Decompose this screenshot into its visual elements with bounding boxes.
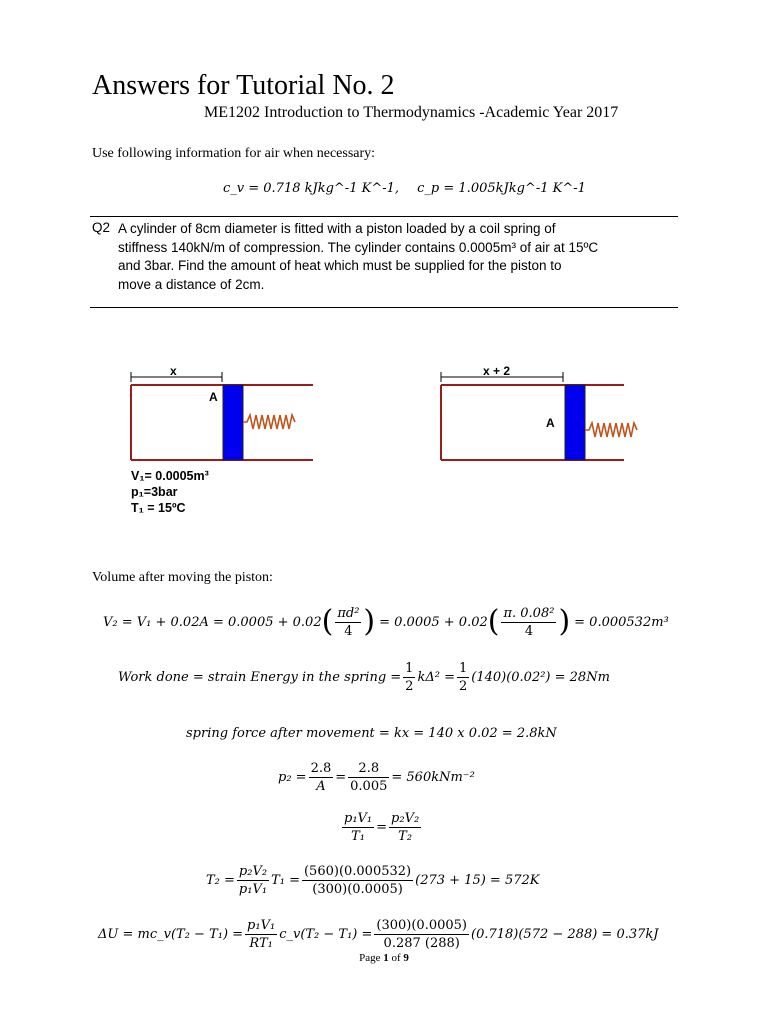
left-spring xyxy=(243,415,295,429)
du-mid: c_v(T₂ − T₁) = xyxy=(279,926,373,942)
course-subtitle: ME1202 Introduction to Thermodynamics -Academic Year 2017 xyxy=(204,104,619,121)
page-total: 9 xyxy=(403,952,409,964)
p2-rhs: = 560kNm⁻² xyxy=(391,769,475,785)
state-v1: V₁= 0.0005m³ xyxy=(131,469,209,483)
equation-p2: p₂ = $\frac{2.8}{A}$ = $\frac{2.8}{0.005}$ = 560kNm⁻² xyxy=(278,760,475,794)
left-dim-label: x xyxy=(170,364,177,378)
t2-rhs: (273 + 15) = 572K xyxy=(415,872,540,888)
piston-diagram xyxy=(0,350,768,550)
equation-gas-law: $\frac{\text{p₁V₁}}{\text{T₁}}$ = $\frac{\text{p₂V₂}}{\text{T₂}}$ xyxy=(344,810,420,844)
du-f1-num: p₁V₁ xyxy=(247,917,276,933)
work-mid: kΔ² = xyxy=(417,669,455,685)
question-body xyxy=(118,220,678,294)
right-dim-label: x + 2 xyxy=(483,364,511,378)
question-line-2: stiffness 140kN/m of compression. The cylinder contains 0.0005m³ of air at 15ºC xyxy=(118,239,599,255)
question-label: Q2 xyxy=(92,220,111,235)
du-f1-den: RT₁ xyxy=(249,935,273,951)
v2-rhs: = 0.000532m³ xyxy=(574,614,669,630)
equation-force: spring force after movement = kx = 140 x 0.02 = 2.8kN xyxy=(186,726,557,741)
v2-frac1-num: πd² xyxy=(337,605,360,621)
v2-lhs: V₂ = V₁ + 0.02A = 0.0005 + 0.02 xyxy=(103,614,322,630)
p2-f2-num: 2.8 xyxy=(348,761,389,778)
volume-heading: Volume after moving the piston: xyxy=(92,570,273,585)
right-piston-label: A xyxy=(546,416,555,430)
left-cylinder xyxy=(131,364,313,460)
left-piston-label: A xyxy=(209,390,218,404)
right-piston xyxy=(565,385,585,460)
question-top-rule xyxy=(90,216,678,217)
gas-r-num: p₂V₂ xyxy=(391,810,420,826)
du-f2-den: 0.287 (288) xyxy=(383,935,460,951)
p2-f2-den: 0.005 xyxy=(350,778,388,794)
equation-work xyxy=(118,656,610,698)
gas-r-den: T₂ xyxy=(398,828,413,844)
p2-f1-num: 2.8 xyxy=(310,760,332,776)
state-labels xyxy=(131,468,209,516)
v2-frac2-den: 4 xyxy=(524,623,534,639)
state-t1: T₁ = 15ºC xyxy=(131,501,186,515)
t2-f1-num: p₂V₂ xyxy=(238,863,268,879)
page-title: Answers for Tutorial No. 2 xyxy=(92,70,395,101)
page-footer xyxy=(0,952,768,964)
page-prefix: Page xyxy=(359,952,381,964)
question-bottom-rule xyxy=(90,307,678,308)
work-lhs: Work done = strain Energy in the spring = xyxy=(118,669,402,685)
p2-f1-den: A xyxy=(316,778,326,794)
page-current: 1 xyxy=(383,952,389,964)
v2-frac1-den: 4 xyxy=(344,623,353,639)
t2-f2-den: (300)(0.0005) xyxy=(312,881,403,897)
du-f2-num: (300)(0.0005) xyxy=(376,917,467,933)
cp-text: c_p = 1.005kJkg^-1 K^-1 xyxy=(417,181,586,196)
du-lhs: ΔU = mc_v(T₂ − T₁) = xyxy=(98,926,244,942)
equation-du xyxy=(98,912,658,956)
p2-lhs: p₂ = xyxy=(278,769,307,785)
v2-mid: = 0.0005 + 0.02 xyxy=(379,614,488,630)
work-half-num-1: 1 xyxy=(405,660,414,676)
work-half-den-2: 2 xyxy=(458,678,468,694)
equation-v2: V₂ = V₁ + 0.02A = 0.0005 + 0.02 ( $\frac{\text{πd²}}{4}$ ) = 0.0005 + 0.02 ( $\frac{\text{π. 0.08²}}{4}$ ) = 0.000532m³ xyxy=(103,604,669,639)
cv-expression xyxy=(223,181,586,196)
cv-text: c_v = 0.718 kJkg^-1 K^-1, xyxy=(223,181,400,196)
right-cylinder xyxy=(441,364,637,460)
work-half-den-1: 2 xyxy=(405,678,414,694)
state-p1: p₁=3bar xyxy=(131,485,178,499)
left-piston xyxy=(223,385,243,460)
v2-frac2-num: π. 0.08² xyxy=(503,605,555,621)
gas-l-den: T₁ xyxy=(351,828,366,844)
t2-t1: T₁ = xyxy=(271,872,300,888)
question-line-1: A cylinder of 8cm diameter is fitted with a piston loaded by a coil spring of xyxy=(118,221,556,236)
t2-lhs: T₂ = xyxy=(206,872,235,888)
work-rhs: (140)(0.02²) = 28Nm xyxy=(471,669,610,685)
page-of: of xyxy=(391,952,401,964)
gas-l-num: p₁V₁ xyxy=(344,810,373,826)
question-line-3: and 3bar. Find the amount of heat which must be supplied for the piston to xyxy=(118,258,562,273)
right-spring xyxy=(585,423,637,437)
work-half-num-2: 1 xyxy=(458,660,468,676)
t2-f1-den: p₁V₁ xyxy=(238,881,268,897)
du-rhs: (0.718)(572 − 288) = 0.37kJ xyxy=(471,926,659,942)
intro-text: Use following information for air when necessary: xyxy=(92,146,376,161)
t2-f2-num: (560)(0.000532) xyxy=(303,863,412,879)
equation-t2 xyxy=(206,858,539,902)
question-line-4: move a distance of 2cm. xyxy=(118,276,265,292)
